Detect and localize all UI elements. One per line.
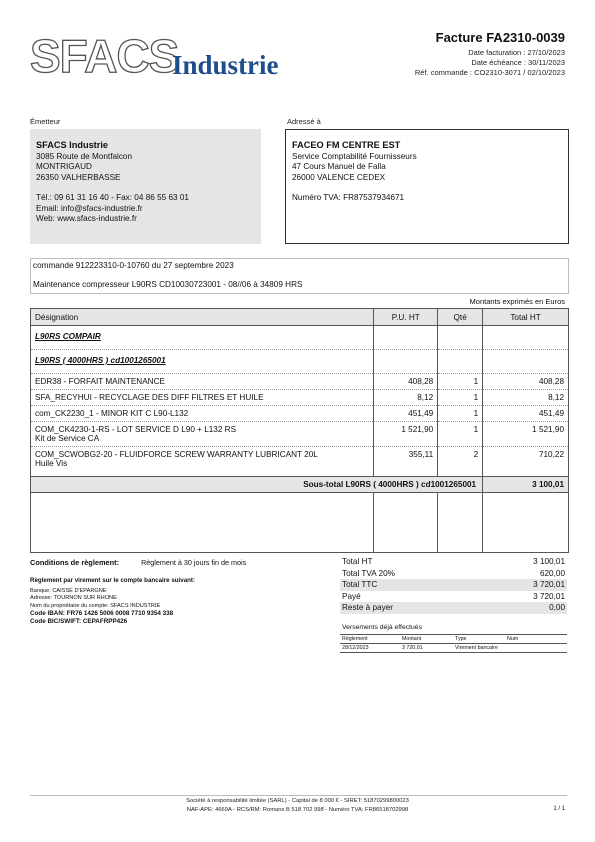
- page-number: 1 / 1: [553, 806, 565, 812]
- bank-details: [30, 577, 195, 626]
- row-unit-price: 1 521,90: [374, 422, 438, 447]
- row-qty: 2: [438, 447, 483, 477]
- invoice-meta: [415, 48, 565, 78]
- issuer-address1: 3085 Route de Montfalcon: [36, 151, 133, 161]
- recipient-name: FACEO FM CENTRE EST: [292, 140, 401, 150]
- payments-col-amount: Montant: [400, 635, 453, 644]
- row-designation: COM_CK4230-1-RS - LOT SERVICE D L90 + L132 RS: [35, 425, 237, 434]
- subtotal-row: [31, 477, 569, 493]
- section-title: L90RS COMPAIR: [31, 326, 374, 350]
- bank-heading: Règlement par virement sur le compte bancaire suivant:: [30, 577, 196, 584]
- currency-note: Montants exprimés en Euros: [469, 297, 565, 306]
- order-line2: Maintenance compresseur L90RS CD10030723001 - 08//06 à 34809 HRS: [33, 280, 303, 289]
- col-qty: Qté: [438, 309, 483, 326]
- recipient-address2: 47 Cours Manuel de Falla: [292, 162, 386, 171]
- table-row: [31, 406, 569, 422]
- payment-type: Virement bancaire: [453, 644, 505, 653]
- total-label: Total HT: [342, 557, 373, 567]
- row-unit-price: 451,49: [374, 406, 438, 422]
- table-row: [31, 374, 569, 390]
- totals-table: [340, 556, 567, 614]
- row-qty: 1: [438, 422, 483, 447]
- order-reference: Réf. commande : CO2310-3071 / 02/10/2023: [414, 68, 565, 77]
- total-value: 0,00: [479, 602, 567, 614]
- issuer-label: Émetteur: [30, 117, 61, 126]
- subtotal-value: 3 100,01: [483, 477, 569, 493]
- issuer-box: [30, 129, 261, 244]
- invoice-date: Date facturation : 27/10/2023: [468, 48, 565, 57]
- row-unit-price: 408,28: [374, 374, 438, 390]
- recipient-box: [285, 129, 569, 244]
- payments-table: [340, 634, 567, 653]
- issuer-name: SFACS Industrie: [36, 140, 108, 150]
- payment-row: [340, 644, 567, 653]
- payments-col-date: Règlement: [340, 635, 400, 644]
- due-date: Date échéance : 30/11/2023: [471, 58, 565, 67]
- invoice-title: Facture FA2310-0039: [435, 30, 565, 45]
- row-detail: Kit de Service CA: [35, 434, 100, 443]
- row-unit-price: 8,12: [374, 390, 438, 406]
- payments-header: [340, 635, 567, 644]
- bank-bic: Code BIC/SWIFT: CEPAFRPP426: [30, 617, 128, 625]
- table-filler: [31, 493, 569, 553]
- total-label: Payé: [342, 591, 361, 601]
- recipient-address1: Service Comptabilité Fournisseurs: [292, 151, 417, 161]
- row-designation: SFA_RECYHUI - RECYCLAGE DES DIFF FILTRES ET HUILE: [31, 390, 374, 406]
- row-designation-cell: [31, 422, 374, 447]
- issuer-web: Web: www.sfacs-industrie.fr: [36, 214, 137, 223]
- footer-line1: Société à responsabilité limitée (SARL) - Capital de 8 000 € - SIRET: 51870299800023: [186, 798, 409, 804]
- issuer-address2: MONTRIGAUD: [36, 162, 92, 171]
- section-subtitle: L90RS ( 4000HRS ) cd1001265001: [31, 350, 374, 374]
- total-value: 3 720,01: [479, 579, 567, 591]
- order-box: [30, 258, 569, 294]
- issuer-phone: Tél.: 09 61 31 16 40 - Fax: 04 86 55 63 01: [36, 193, 189, 202]
- total-row: [340, 568, 567, 580]
- bank-address: Adresse: TOURNON SUR RHONE: [30, 595, 117, 602]
- total-row: [340, 591, 567, 603]
- row-total: 451,49: [483, 406, 569, 422]
- line-items-table: [30, 308, 569, 553]
- issuer-email: Email: info@sfacs-industrie.fr: [36, 203, 143, 213]
- col-total: Total HT: [483, 309, 569, 326]
- order-line1: commande 912223310-0-10760 du 27 septembre 2023: [33, 261, 234, 270]
- row-detail: Huile Vis: [35, 459, 68, 468]
- total-label: Reste à payer: [340, 602, 479, 614]
- table-row: [31, 390, 569, 406]
- recipient-address3: 26000 VALENCE CEDEX: [292, 172, 386, 182]
- table-header: [31, 309, 569, 326]
- row-total: 710,22: [483, 447, 569, 477]
- total-value: 620,00: [539, 568, 565, 578]
- payments-title: Versements déjà effectués: [342, 624, 422, 631]
- section-row: [31, 326, 569, 350]
- issuer-address3: 26350 VALHERBASSE: [36, 172, 121, 182]
- row-designation: COM_SCWOBG2-20 - FLUIDFORCE SCREW WARRANTY LUBRICANT 20L: [35, 450, 318, 459]
- payment-date: 28/12/2023: [340, 644, 400, 653]
- table-row: [31, 422, 569, 447]
- row-unit-price: 355,11: [374, 447, 438, 477]
- company-logo: [30, 30, 285, 82]
- section-row: [31, 350, 569, 374]
- payment-amount: 3 720,01: [400, 644, 453, 653]
- payments-col-num: Num: [505, 635, 567, 644]
- payment-num: [505, 644, 567, 653]
- bank-name: Banque: CAISSE D'EPARGNE: [30, 587, 107, 594]
- recipient-label: Adressé à: [287, 117, 321, 126]
- row-total: 8,12: [483, 390, 569, 406]
- payments-col-type: Type: [453, 635, 505, 644]
- bank-owner: Nom du propriétaire du compte: SFACS INDUSTRIE: [30, 602, 161, 609]
- total-value: 3 720,01: [533, 591, 565, 601]
- subtotal-label: Sous-total L90RS ( 4000HRS ) cd1001265001: [31, 477, 483, 493]
- payment-conditions: [30, 558, 246, 567]
- col-unit-price: P.U. HT: [374, 309, 438, 326]
- row-total: 1 521,90: [483, 422, 569, 447]
- footer-divider: [30, 795, 567, 796]
- row-total: 408,28: [483, 374, 569, 390]
- conditions-label: Conditions de règlement:: [30, 558, 120, 567]
- total-label: Total TTC: [340, 579, 479, 591]
- recipient-vat: Numéro TVA: FR87537934671: [292, 193, 405, 202]
- total-label: Total TVA 20%: [342, 568, 395, 578]
- row-qty: 1: [438, 374, 483, 390]
- total-value: 3 100,01: [533, 557, 565, 567]
- row-designation-cell: [31, 447, 374, 477]
- logo-suffix: Industrie: [172, 50, 279, 80]
- total-row: [340, 602, 567, 614]
- logo-text: SFACS: [30, 30, 179, 82]
- table-row: [31, 447, 569, 477]
- footer: [0, 797, 595, 815]
- total-row: [340, 579, 567, 591]
- conditions-value: Règlement à 30 jours fin de mois: [141, 558, 247, 567]
- total-row: [340, 556, 567, 568]
- row-designation: EDR38 - FORFAIT MAINTENANCE: [31, 374, 374, 390]
- row-qty: 1: [438, 390, 483, 406]
- row-designation: com_CK2230_1 - MINOR KIT C L90-L132: [31, 406, 374, 422]
- footer-line2: NAF-APE: 4669A - RCS/RM: Romans B 518 702 998 - Numéro TVA: FR86518702998: [186, 807, 409, 813]
- row-qty: 1: [438, 406, 483, 422]
- bank-iban: Code IBAN: FR76 1426 5006 0008 7710 9354 338: [30, 610, 174, 618]
- col-designation: Désignation: [31, 309, 374, 326]
